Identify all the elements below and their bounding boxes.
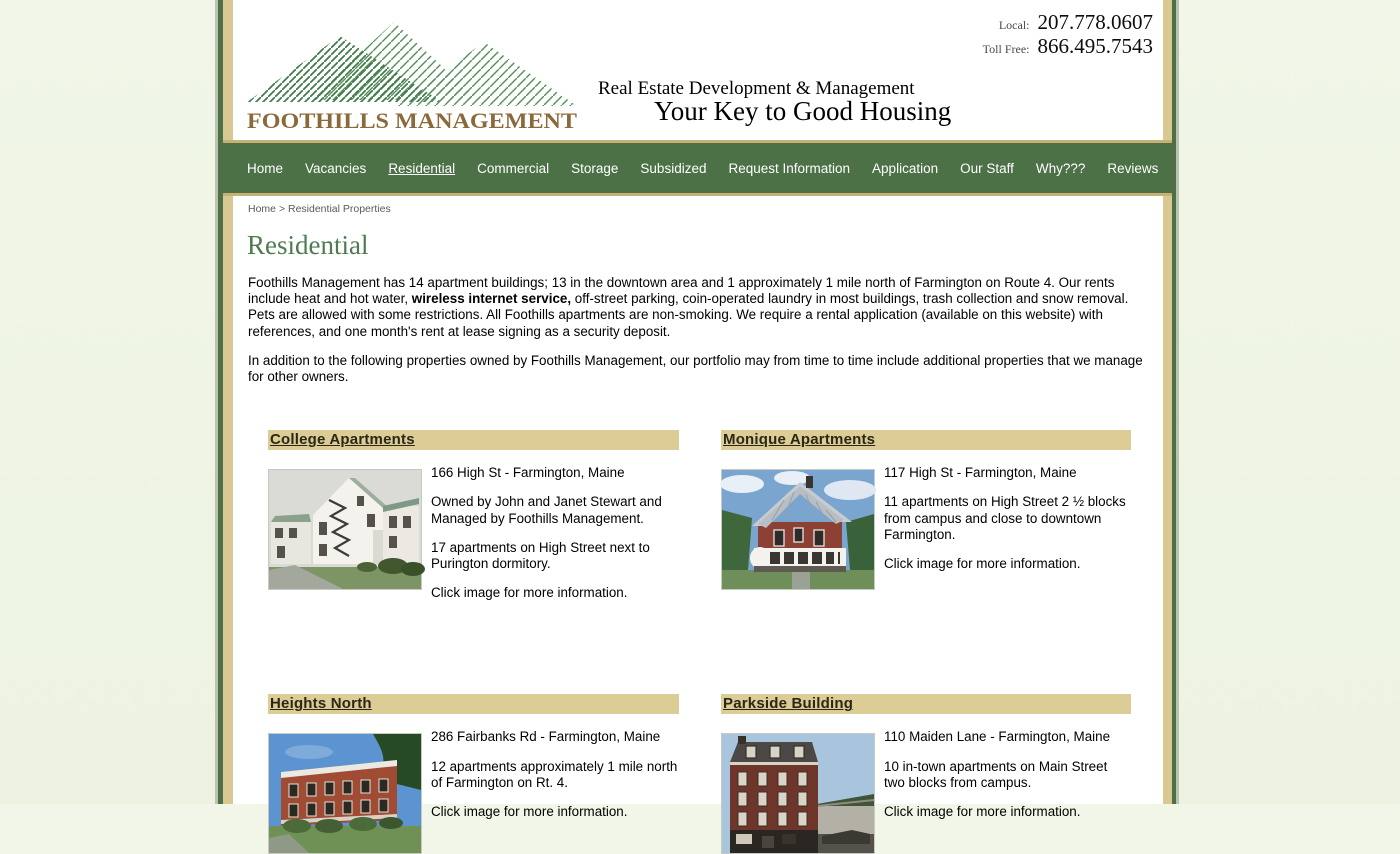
monique-apartments-link[interactable]: Monique Apartments bbox=[723, 431, 876, 449]
monique-address: 117 High St - Farmington, Maine bbox=[884, 465, 1077, 481]
phone-local-label: Local: bbox=[998, 18, 1030, 32]
property-card-monique-apartments bbox=[721, 430, 1131, 614]
parkside-description-1: 10 in-town apartments on Main Street two blocks from campus. bbox=[884, 758, 1108, 790]
phone-tollfree-row bbox=[983, 36, 1153, 60]
foothills-logo[interactable] bbox=[247, 6, 579, 137]
svg-text:FOOTHILLS MANAGEMENT: FOOTHILLS MANAGEMENT bbox=[247, 108, 578, 133]
nav-item-application[interactable]: Application bbox=[872, 160, 939, 176]
card-header-college bbox=[268, 430, 679, 450]
phone-local-number: 207.778.0607 bbox=[1037, 10, 1153, 34]
college-apartments-link[interactable]: College Apartments bbox=[270, 431, 415, 449]
card-header-monique bbox=[721, 430, 1131, 450]
intro-p1-text-b: off-street parking, coin-operated laundry in most buildings, trash collection and snow removal. Pets are allowed with some restrictions. All Foothills apartments are non-smoking. We require a rental application (available on this website) with references, and one month's rent at lease signing as a security deposit. bbox=[248, 291, 1129, 339]
heights-north-photo[interactable] bbox=[268, 733, 422, 854]
nav-item-our-staff[interactable]: Our Staff bbox=[960, 160, 1014, 176]
monique-cta: Click image for more information. bbox=[884, 556, 1081, 572]
phone-local-row bbox=[983, 12, 1153, 36]
intro-p1-bold-text: wireless internet service, bbox=[411, 291, 572, 307]
breadcrumb-home-link[interactable]: Home bbox=[248, 203, 277, 215]
college-address: 166 High St - Farmington, Maine bbox=[431, 465, 625, 481]
parkside-building-image bbox=[722, 734, 874, 853]
frame-shadow-right bbox=[1176, 0, 1179, 804]
monique-apartments-photo[interactable] bbox=[721, 469, 875, 590]
nav-item-home[interactable]: Home bbox=[247, 160, 284, 176]
heights-building-image bbox=[269, 734, 421, 853]
heights-description-1: 12 apartments approximately 1 mile north of Farmington on Rt. 4. bbox=[431, 758, 678, 790]
breadcrumb bbox=[248, 203, 1163, 215]
site-header bbox=[233, 0, 1163, 140]
phone-block bbox=[983, 12, 1153, 60]
page-title: Residential bbox=[247, 230, 369, 260]
main-area bbox=[233, 196, 1163, 850]
nav-item-reviews[interactable]: Reviews bbox=[1107, 160, 1159, 176]
nav-item-request-information[interactable]: Request Information bbox=[728, 160, 851, 176]
tagline-line1: Real Estate Development & Management bbox=[598, 78, 915, 99]
college-description-1: Owned by John and Janet Stewart and Managed by Foothills Management. bbox=[431, 494, 662, 526]
card-body-parkside bbox=[721, 729, 1131, 850]
card-body-heights bbox=[268, 729, 679, 850]
parkside-building-photo[interactable] bbox=[721, 733, 875, 854]
breadcrumb-separator: > bbox=[278, 203, 286, 215]
property-card-college-apartments bbox=[268, 430, 679, 614]
heights-north-link[interactable]: Heights North bbox=[270, 695, 372, 713]
card-body-college bbox=[268, 465, 679, 601]
monique-card-text bbox=[884, 465, 1131, 572]
frame-right-tan-stripe bbox=[1163, 0, 1172, 804]
card-body-monique bbox=[721, 465, 1131, 586]
heights-card-text bbox=[431, 729, 679, 820]
intro-paragraph-2: In addition to the following properties owned by Foothills Management, our portfolio may from time to time include additional properties that we manage for other owners. bbox=[248, 352, 1143, 385]
nav-item-storage[interactable]: Storage bbox=[571, 160, 619, 176]
card-header-parkside bbox=[721, 694, 1131, 714]
main-navigation bbox=[223, 140, 1172, 196]
nav-item-residential[interactable]: Residential bbox=[388, 160, 456, 176]
nav-item-vacancies[interactable]: Vacancies bbox=[305, 160, 367, 176]
college-description-2: 17 apartments on High Street next to Purington dormitory. bbox=[431, 539, 650, 572]
card-header-heights bbox=[268, 694, 679, 714]
intro-paragraph-1 bbox=[248, 275, 1146, 340]
college-house-image bbox=[269, 470, 421, 589]
nav-item-why[interactable]: Why??? bbox=[1035, 160, 1086, 176]
property-card-heights-north bbox=[268, 694, 679, 850]
parkside-building-link[interactable]: Parkside Building bbox=[723, 695, 854, 713]
tagline-line2: Your Key to Good Housing bbox=[654, 96, 952, 126]
college-card-text bbox=[431, 465, 679, 601]
college-cta: Click image for more information. bbox=[431, 585, 628, 601]
parkside-cta: Click image for more information. bbox=[884, 804, 1081, 820]
frame-left-tan-stripe bbox=[223, 0, 233, 804]
property-grid bbox=[268, 430, 1163, 850]
nav-item-subsidized[interactable]: Subsidized bbox=[640, 160, 707, 176]
page-content bbox=[233, 0, 1163, 820]
nav-item-commercial[interactable]: Commercial bbox=[477, 160, 550, 176]
heights-cta: Click image for more information. bbox=[431, 804, 628, 820]
intro-p1-text-a: Foothills Management has 14 apartment buildings; 13 in the downtown area and 1 approximately 1 mile north of Farmington on Route 4. Our rents include heat and hot water, bbox=[248, 275, 1115, 307]
property-card-parkside-building bbox=[721, 694, 1131, 850]
college-apartments-photo[interactable] bbox=[268, 469, 422, 590]
monique-description-1: 11 apartments on High Street 2 ½ blocks from campus and close to downtown Farmington. bbox=[884, 494, 1126, 542]
parkside-address: 110 Maiden Lane - Farmington, Maine bbox=[884, 729, 1111, 745]
breadcrumb-current: Residential Properties bbox=[288, 203, 391, 215]
monique-house-image bbox=[722, 470, 874, 589]
parkside-card-text bbox=[884, 729, 1131, 820]
phone-tollfree-number: 866.495.7543 bbox=[1037, 34, 1153, 58]
phone-tollfree-label: Toll Free: bbox=[982, 42, 1030, 56]
heights-address: 286 Fairbanks Rd - Farmington, Maine bbox=[431, 729, 661, 745]
mountains-logo-icon bbox=[247, 6, 579, 132]
